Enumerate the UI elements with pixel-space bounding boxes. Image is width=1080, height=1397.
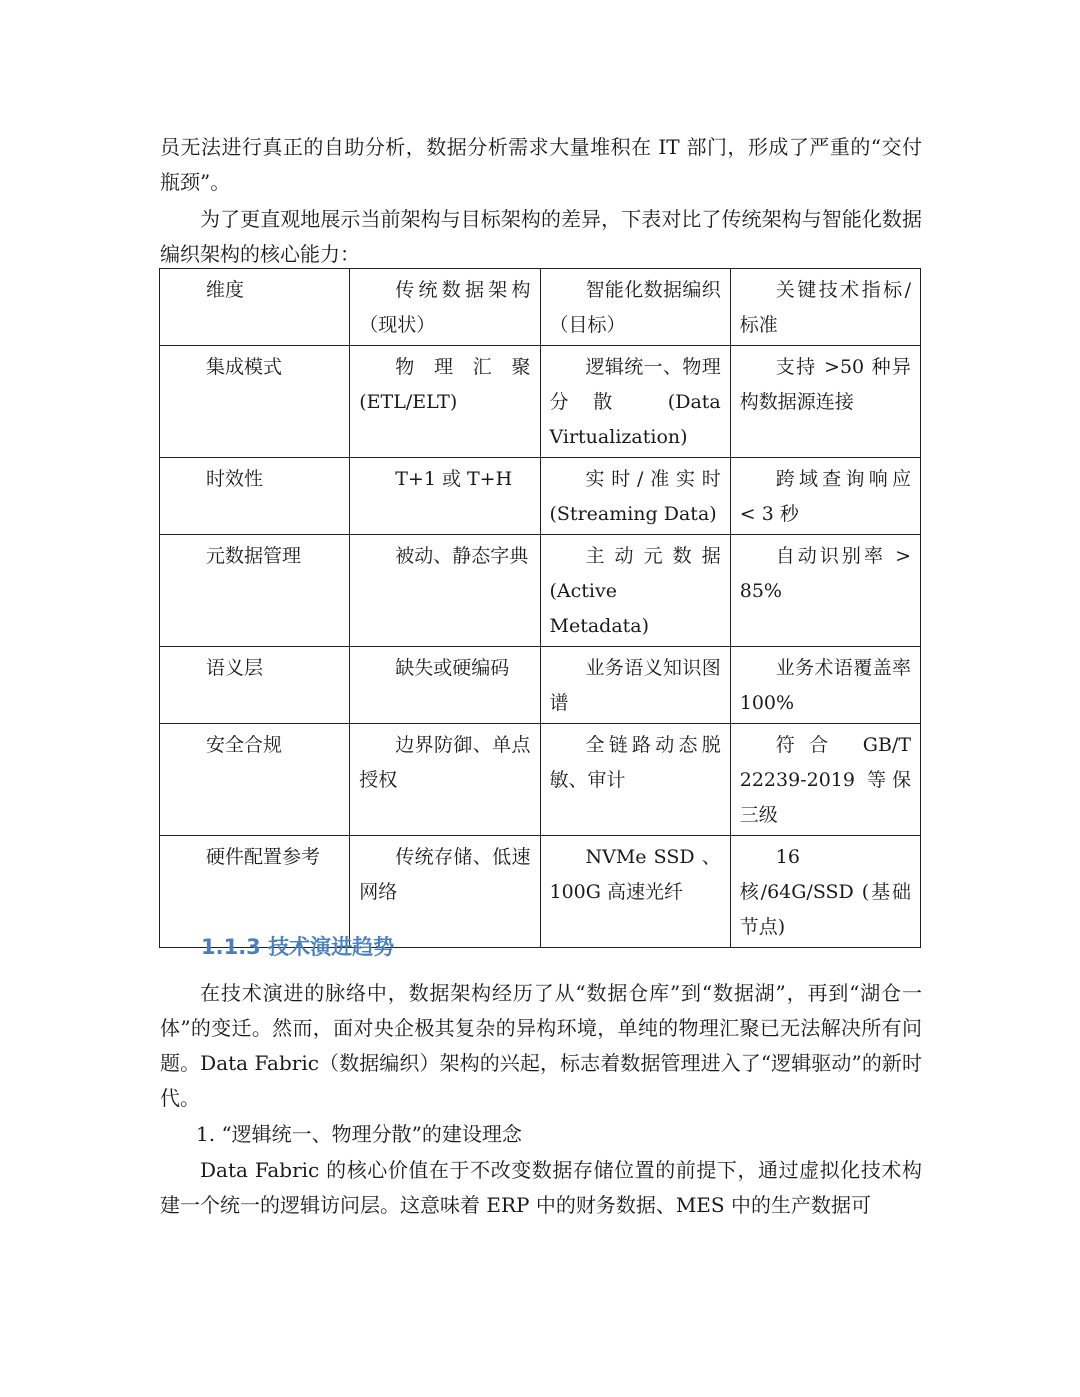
header-dimension: 维度 <box>160 269 350 346</box>
header-metrics: 关键技术指标/标准 <box>730 269 920 346</box>
cell-dimension: 元数据管理 <box>160 535 350 647</box>
cell-traditional: 物理汇聚(ETL/ELT) <box>350 346 540 458</box>
section-heading: 1.1.3 技术演进趋势 <box>201 935 395 959</box>
cell-traditional: T+1 或 T+H <box>350 458 540 535</box>
cell-dimension: 安全合规 <box>160 724 350 836</box>
fabric-paragraph: Data Fabric 的核心价值在于不改变数据存储位置的前提下，通过虚拟化技术构建一个统一的逻辑访问层。这意味着 ERP 中的财务数据、MES 中的生产数据可 <box>160 1158 922 1217</box>
cell-metrics: 支持 >50 种异构数据源连接 <box>730 346 920 458</box>
table-row <box>160 458 921 535</box>
table-row <box>160 647 921 724</box>
cell-fabric: 主动元数据(Active Metadata) <box>540 535 730 647</box>
cell-fabric: NVMe SSD 、100G 高速光纤 <box>540 836 730 948</box>
cell-fabric: 实时/准实时(Streaming Data) <box>540 458 730 535</box>
header-fabric: 智能化数据编织（目标） <box>540 269 730 346</box>
cell-fabric: 业务语义知识图谱 <box>540 647 730 724</box>
header-traditional: 传统数据架构（现状） <box>350 269 540 346</box>
table-intro-paragraph: 为了更直观地展示当前架构与目标架构的差异，下表对比了传统架构与智能化数据编织架构的核心能力： <box>160 207 922 266</box>
principle-list-item: 1. “逻辑统一、物理分散”的建设理念 <box>196 1122 522 1146</box>
architecture-comparison-table <box>159 268 921 948</box>
cell-traditional: 边界防御、单点授权 <box>350 724 540 836</box>
table-row <box>160 724 921 836</box>
cell-traditional: 传统存储、低速网络 <box>350 836 540 948</box>
cell-metrics: 符合 GB/T 22239-2019 等保三级 <box>730 724 920 836</box>
cell-fabric: 逻辑统一、物理分散 (Data Virtualization) <box>540 346 730 458</box>
cell-traditional: 缺失或硬编码 <box>350 647 540 724</box>
intro-paragraph: 员无法进行真正的自助分析，数据分析需求大量堆积在 IT 部门，形成了严重的“交付瓶颈”。 <box>160 135 922 194</box>
table-row <box>160 535 921 647</box>
cell-metrics: 自动识别率 > 85% <box>730 535 920 647</box>
cell-metrics: 跨域查询响应 < 3 秒 <box>730 458 920 535</box>
cell-dimension: 硬件配置参考 <box>160 836 350 948</box>
cell-fabric: 全链路动态脱敏、审计 <box>540 724 730 836</box>
cell-traditional: 被动、静态字典 <box>350 535 540 647</box>
cell-dimension: 集成模式 <box>160 346 350 458</box>
table-row <box>160 346 921 458</box>
cell-metrics: 业务术语覆盖率 100% <box>730 647 920 724</box>
cell-dimension: 语义层 <box>160 647 350 724</box>
cell-metrics: 16 核/64G/SSD (基础节点) <box>730 836 920 948</box>
table-header-row <box>160 269 921 346</box>
evolution-paragraph: 在技术演进的脉络中，数据架构经历了从“数据仓库”到“数据湖”，再到“湖仓一体”的变迁。然而，面对央企极其复杂的异构环境，单纯的物理汇聚已无法解决所有问题。Data Fabric（数据编织）架构的兴起，标志着数据管理进入了“逻辑驱动”的新时代。 <box>160 981 922 1110</box>
cell-dimension: 时效性 <box>160 458 350 535</box>
